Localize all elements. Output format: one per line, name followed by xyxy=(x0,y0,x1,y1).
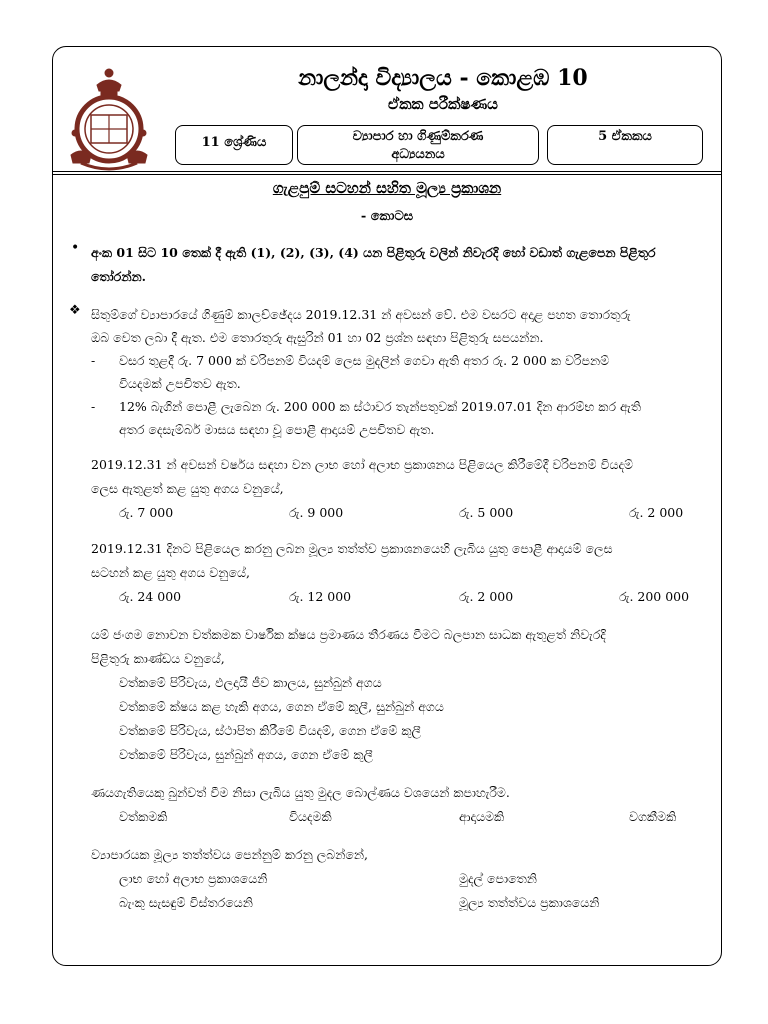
diamond-bullet-icon: ❖ xyxy=(69,303,81,318)
question-2-line-1: 2019.12.31 දිනට පිළියෙල කරනු ලබන මූල්‍ය තත්ත්ව ප්‍රකාශනයෙහි ලැබිය යුතු පොළී ආදායම් ලෙස xyxy=(91,541,613,556)
scenario-item-2-line-1: 12% බැගින් පොළී ලැබෙන රු. 200 000 ක ස්ථාවර තැන්පතුවක් 2019.07.01 දින ආරම්භ කර ඇති xyxy=(119,399,641,414)
dash-marker: - xyxy=(91,399,96,414)
q4-option-1: වත්කමකි xyxy=(119,809,168,824)
scenario-item-1-line-1: වසර තුළදී රු. 7 000 ක් වරිපනම් වියදම් ලෙස මුදලින් ගෙවා ඇති අතර රු. 2 000 ක වරිපනම් xyxy=(119,353,610,368)
q2-option-1: රු. 24 000 xyxy=(119,589,182,604)
q3-option-4: වත්කමේ පිරිවැය, සුන්බුන් අගය, ගෙන ඒමේ කුලී xyxy=(119,747,374,762)
question-3-line-1: යම් ජංගම නොවන වත්කමක වාර්ෂික ක්ෂය ප්‍රමාණය තීරණය වීමට බලපාන සාධක ඇතුළත් නිවැරදි xyxy=(91,627,606,642)
part-label: - කොටස xyxy=(360,209,414,224)
scenario-item-2-line-2: අතර දෙසැම්බර් මාසය සඳහා වූ පොළී ආදායම් උපචිතව ඇත. xyxy=(119,422,435,437)
instruction-line-1: අංක 01 සිට 10 තෙක් දී ඇති (1), (2), (3), (4) යන පිළිතුරු වලින් නිවැරදි හෝ වඩාත් ගැළපෙන පිළිතුර xyxy=(91,245,656,260)
q5-option-2: මුදල් පොතෙනි xyxy=(459,871,537,886)
q1-option-1: රු. 7 000 xyxy=(119,505,174,520)
grade-label: 11 ශ්‍රේණිය xyxy=(201,135,267,150)
scenario-item-1-line-2: වියදමක් උපචිතව ඇත. xyxy=(119,376,241,391)
grade-box xyxy=(175,125,293,165)
q1-option-3: රු. 5 000 xyxy=(459,505,514,520)
q2-option-4: රු. 200 000 xyxy=(619,589,690,604)
q4-option-4: වගකීමකි xyxy=(629,809,677,824)
page-frame xyxy=(52,46,722,966)
q4-option-2: වියදමකි xyxy=(289,809,332,824)
unit-label: 5 ඒකකය xyxy=(598,129,652,144)
q1-option-2: රු. 9 000 xyxy=(289,505,344,520)
school-crest-icon xyxy=(61,63,157,175)
question-3-line-2: පිළිතුරු කාණ්ඩය වනුයේ, xyxy=(91,651,225,666)
question-4-line-1: ණයගැතියෙකු බුන්වත් වීම නිසා ලැබිය යුතු මුදල බොල්ණය වශයෙන් කපාහැරීම. xyxy=(91,785,510,800)
scenario-line-1: සිතුම්ගේ ව්‍යාපාරයේ ගිණුම් කාලච්ඡේදය 2019.12.31 න් අවසන් වේ. එම වසරට අදාළ පහත තොරතුරු xyxy=(91,307,631,322)
q3-option-1: වත්කමේ පිරිවැය, ඵලදායී ජීව කාලය, සුන්බුන් අගය xyxy=(119,675,382,690)
unit-box xyxy=(547,125,703,165)
header-divider xyxy=(53,171,721,172)
q5-option-4: මූල්‍ය තත්ත්වය ප්‍රකාශයෙනි xyxy=(459,895,600,910)
scenario-line-2: ඔබ වෙත ලබා දී ඇත. එම තොරතුරු ඇසුරින් 01 හා 02 ප්‍රශ්න සඳහා පිළිතුරු සපයන්න. xyxy=(91,330,544,345)
question-5-line-1: ව්‍යාපාරයක මූල්‍ය තත්ත්වය පෙන්නුම් කරනු ලබන්නේ, xyxy=(91,847,368,862)
q5-option-3: බැංකු සැසඳුම් විස්තරයෙනි xyxy=(119,895,253,910)
exam-title: ඒකක පරීක්ෂණය xyxy=(388,95,498,113)
q3-option-3: වත්කමේ පිරිවැය, ස්ථාපිත කිරීමේ වියදම්, ගෙන ඒමේ කුලී xyxy=(119,723,422,738)
question-2-line-2: සටහන් කළ යුතු අගය වනුයේ, xyxy=(91,565,250,580)
q3-option-2: වත්කමේ ක්ෂය කළ හැකි අගය, ගෙන ඒමේ කුලී, සුන්බුන් අගය xyxy=(119,699,444,714)
q5-option-1: ලාභ හෝ අලාභ ප්‍රකාශයෙනි xyxy=(119,871,268,886)
bullet-icon: • xyxy=(71,240,80,256)
question-1-line-1: 2019.12.31 න් අවසන් වර්ෂය සඳහා වන ලාභ හෝ අලාභ ප්‍රකාශනය පිළියෙල කිරීමේදී වරිපනම් වියදම් xyxy=(91,457,634,472)
subject-box xyxy=(297,125,539,165)
header-divider-2 xyxy=(53,174,721,175)
question-1-line-2: ලෙස ඇතුළත් කළ යුතු අගය වනුයේ, xyxy=(91,481,284,496)
q2-option-2: රු. 12 000 xyxy=(289,589,352,604)
q4-option-3: ආදායමකි xyxy=(459,809,505,824)
school-name: නාලන්දා විද්‍යාලය - කොළඹ 10 xyxy=(298,65,588,91)
subject-line-2: අධ්‍යයනය xyxy=(391,147,445,162)
instruction-line-2: තෝරන්න. xyxy=(91,269,146,284)
subject-line-1: ව්‍යාපාර හා ගිණුම්කරණ xyxy=(352,129,484,144)
q2-option-3: රු. 2 000 xyxy=(459,589,514,604)
q1-option-4: රු. 2 000 xyxy=(629,505,684,520)
section-heading: ගැළපුම් සටහන් සහිත මූල්‍ය ප්‍රකාශන xyxy=(272,179,502,197)
dash-marker: - xyxy=(91,353,96,368)
